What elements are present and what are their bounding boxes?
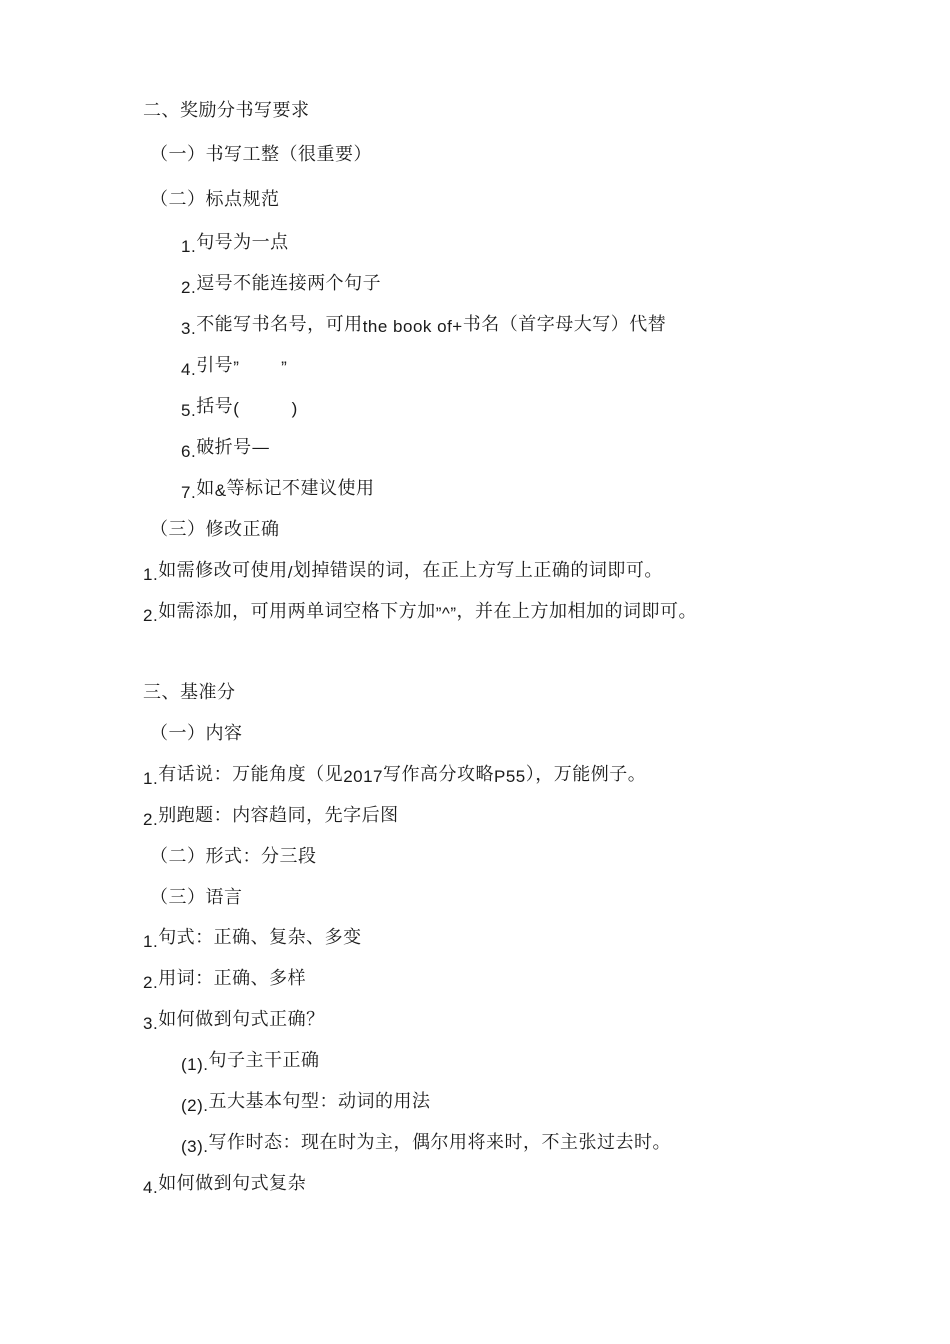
list-text: 有话说：万能角度（见 [158,764,344,785]
list-number: 4. [181,360,197,379]
list-text: ，并在上方加相加的词即可。 [456,601,697,622]
list-latin-text: ”^” [435,604,457,623]
list-text: 如需修改可使用 [158,560,288,581]
list-latin-text: the book of+ [362,317,463,336]
list-text: 引号 [196,355,234,376]
list-text: 五大基本句型：动词的用法 [208,1091,431,1112]
list-text: ），万能例子。 [525,764,647,785]
list-item [181,272,381,296]
list-text: 等标记不建议使用 [226,478,375,499]
list-text: 逗号不能连接两个句子 [196,273,382,294]
subheading [150,845,317,869]
list-number: 6. [181,442,197,461]
list-item [181,477,375,501]
list-number: 1. [143,932,159,951]
list-item [143,559,663,583]
list-number: (1). [181,1055,209,1074]
list-number: 2. [181,278,197,297]
list-latin-text: P55 [494,767,526,786]
list-text: 括号 [196,396,234,417]
list-latin-text: 2017 [343,767,384,786]
list-latin-text: & [214,481,227,500]
quote-marks: ” ” [233,358,288,377]
list-latin-text: / [287,563,293,582]
list-number: 4. [143,1178,159,1197]
list-number: 2. [143,810,159,829]
subheading [150,188,280,212]
list-number: 1. [143,769,159,788]
list-text: 书名（首字母大写）代替 [462,314,667,335]
list-text: 如何做到句式复杂 [158,1173,307,1194]
list-item [181,1090,431,1114]
list-text: 写作时态：现在时为主，偶尔用将来时，不主张过去时。 [208,1132,671,1153]
subheading [150,518,280,542]
list-number: (3). [181,1137,209,1156]
section-heading [143,99,310,123]
list-number: 1. [181,237,197,256]
list-item [143,1008,325,1032]
list-number: (2). [181,1096,209,1115]
list-number: 1. [143,565,159,584]
list-item [143,1172,306,1196]
subheading-text: （一）书写工整（很重要） [150,144,372,165]
list-item [181,354,287,378]
list-text: 句式：正确、复杂、多变 [158,927,362,948]
list-item [181,231,289,255]
subheading [150,722,243,746]
subheading-text: （二）形式：分三段 [150,846,317,867]
list-number: 5. [181,401,197,420]
list-item [143,763,646,787]
subheading [150,143,372,167]
list-text: 句子主干正确 [208,1050,320,1071]
list-text: 用词：正确、多样 [158,968,307,989]
list-number: 2. [143,606,159,625]
list-text: 如需添加，可用两单词空格下方加 [158,601,436,622]
list-item [143,600,697,624]
subheading-text: （二）标点规范 [150,189,280,210]
section-heading [143,681,236,705]
list-text: 写作高分攻略 [383,764,495,785]
list-item [143,804,399,828]
list-item [143,926,362,950]
list-item [181,395,298,419]
list-item [181,1131,671,1155]
list-number: 3. [181,319,197,338]
list-text: 别跑题：内容趋同，先字后图 [158,805,399,826]
list-text: 破折号— [196,437,271,458]
list-text: 如 [196,478,215,499]
section-heading-text: 三、基准分 [143,682,236,703]
list-number: 7. [181,483,197,502]
subheading [150,886,243,910]
list-item [181,436,270,460]
subheading-text: （一）内容 [150,723,243,744]
bracket-marks: ( ) [233,399,298,418]
list-item [181,1049,320,1073]
subheading-text: （三）修改正确 [150,519,280,540]
subheading-text: （三）语言 [150,887,243,908]
list-text: 如何做到句式正确？ [158,1009,325,1030]
list-text: 划掉错误的词，在正上方写上正确的词即可。 [292,560,663,581]
list-item [143,967,306,991]
list-number: 2. [143,973,159,992]
list-item [181,313,666,337]
section-heading-text: 二、奖励分书写要求 [143,100,310,121]
list-text: 不能写书名号，可用 [196,314,363,335]
list-text: 句号为一点 [196,232,289,253]
list-number: 3. [143,1014,159,1033]
